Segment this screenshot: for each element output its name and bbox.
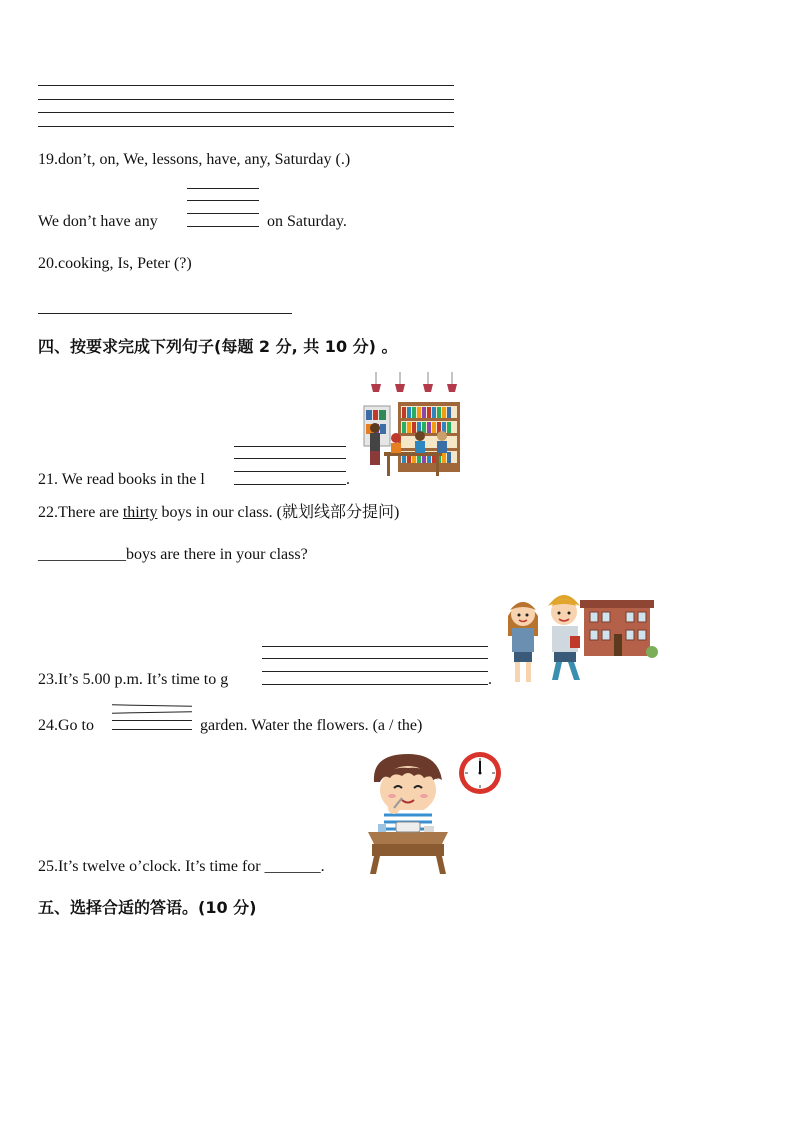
answer-line [234, 446, 346, 447]
answer-line [187, 226, 259, 227]
answer-line [262, 684, 488, 685]
answer-line [262, 658, 488, 659]
question-22-after: boys in our class. (就划线部分提问) [157, 504, 400, 521]
answer-line [234, 471, 346, 472]
question-19-answer-before: We don’t have any [38, 213, 158, 230]
question-25-text [38, 857, 325, 877]
answer-line [112, 704, 192, 706]
boy-eating-lunch-illustration [364, 752, 452, 876]
answer-line [234, 458, 346, 459]
answer-line [38, 112, 454, 113]
answer-line [112, 729, 192, 730]
question-21-end: . [346, 471, 350, 488]
question-25-prompt: 25.It’s twelve o’clock. It’s time for [38, 858, 265, 875]
question-23-end: . [488, 671, 492, 688]
answer-line [234, 484, 346, 485]
answer-line [262, 671, 488, 672]
answer-line [187, 213, 259, 214]
question-24-after: garden. Water the flowers. (a / the) [200, 717, 423, 734]
question-22-answer [38, 545, 308, 565]
question-21-text: 21. We read books in the l [38, 471, 205, 488]
question-23-text: 23.It’s 5.00 p.m. It’s time to g [38, 671, 229, 688]
answer-line [38, 85, 454, 86]
section-5-heading: 五、选择合适的答语。(10 分) [38, 898, 257, 917]
question-25-blank: _______ [264, 858, 321, 875]
school-kids-illustration [500, 588, 656, 686]
question-22-answer-after: boys are there in your class? [126, 546, 308, 563]
question-22-blank: ___________ [38, 546, 126, 563]
section-4-heading: 四、按要求完成下列句子(每题 2 分, 共 10 分) 。 [38, 337, 398, 356]
clock-icon [457, 750, 503, 796]
question-19-prompt: 19.don’t, on, We, lessons, have, any, Saturday (.) [38, 151, 351, 168]
question-25-end: . [320, 858, 325, 875]
answer-line [187, 200, 259, 201]
library-illustration [362, 372, 462, 478]
answer-line [112, 711, 192, 713]
answer-line [187, 188, 259, 189]
question-24-before: 24.Go to [38, 717, 94, 734]
answer-line [38, 313, 292, 314]
answer-line [38, 99, 454, 100]
question-19-answer-after: on Saturday. [267, 213, 347, 230]
answer-line [38, 126, 454, 127]
question-22-before: 22.There are [38, 504, 123, 521]
answer-line [112, 720, 192, 721]
question-22-underlined: thirty [122, 504, 158, 521]
question-20-prompt: 20.cooking, Is, Peter (?) [38, 255, 192, 272]
question-22-text [38, 503, 399, 523]
answer-line [262, 646, 488, 647]
